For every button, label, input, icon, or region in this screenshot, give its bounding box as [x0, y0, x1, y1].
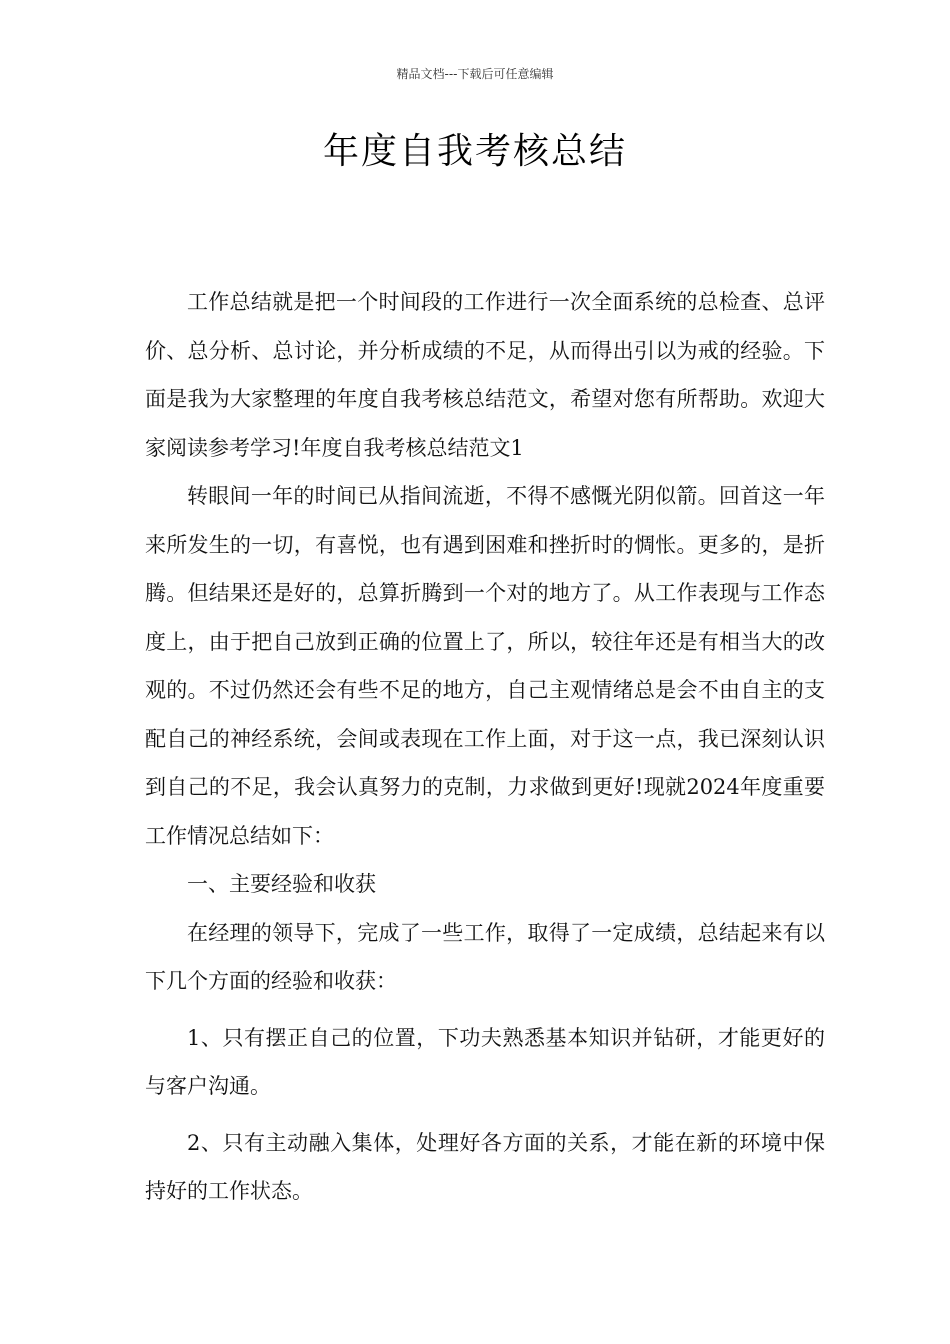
- document-body: [145, 278, 825, 1216]
- section-heading-experience: 一、主要经验和收获: [187, 872, 376, 896]
- paragraph-review: 转眼间一年的时间已从指间流逝，不得不感慨光阴似箭。回首这一年来所发生的一切，有喜悦，也有遇到困难和挫折时的惆怅。更多的，是折腾。但结果还是好的，总算折腾到一个对的地方了。从工作表现与工作态度上，由于把自己放到正确的位置上了，所以，较往年还是有相当大的改观的。不过仍然还会有些不足的地方，自己主观情绪总是会不由自主的支配自己的神经系统，会间或表现在工作上面，对于这一点，我已深刻认识到自己的不足，我会认真努力的克制，力求做到更好!现就2024年度重要工作情况总结如下：: [145, 484, 825, 848]
- list-item-2: 2、只有主动融入集体，处理好各方面的关系，才能在新的环境中保持好的工作状态。: [145, 1130, 825, 1203]
- header-note: 精品文档---下载后可任意编辑: [396, 67, 554, 81]
- paragraph-summary: 在经理的领导下，完成了一些工作，取得了一定成绩，总结起来有以下几个方面的经验和收获：: [145, 920, 825, 993]
- list-item-1: 1、只有摆正自己的位置，下功夫熟悉基本知识并钻研，才能更好的与客户沟通。: [145, 1025, 825, 1098]
- document-title: 年度自我考核总结: [322, 131, 627, 172]
- paragraph-intro: 工作总结就是把一个时间段的工作进行一次全面系统的总检查、总评价、总分析、总讨论，并分析成绩的不足，从而得出引以为戒的经验。下面是我为大家整理的年度自我考核总结范文，希望对您有所帮助。欢迎大家阅读参考学习!年度自我考核总结范文1: [145, 290, 825, 460]
